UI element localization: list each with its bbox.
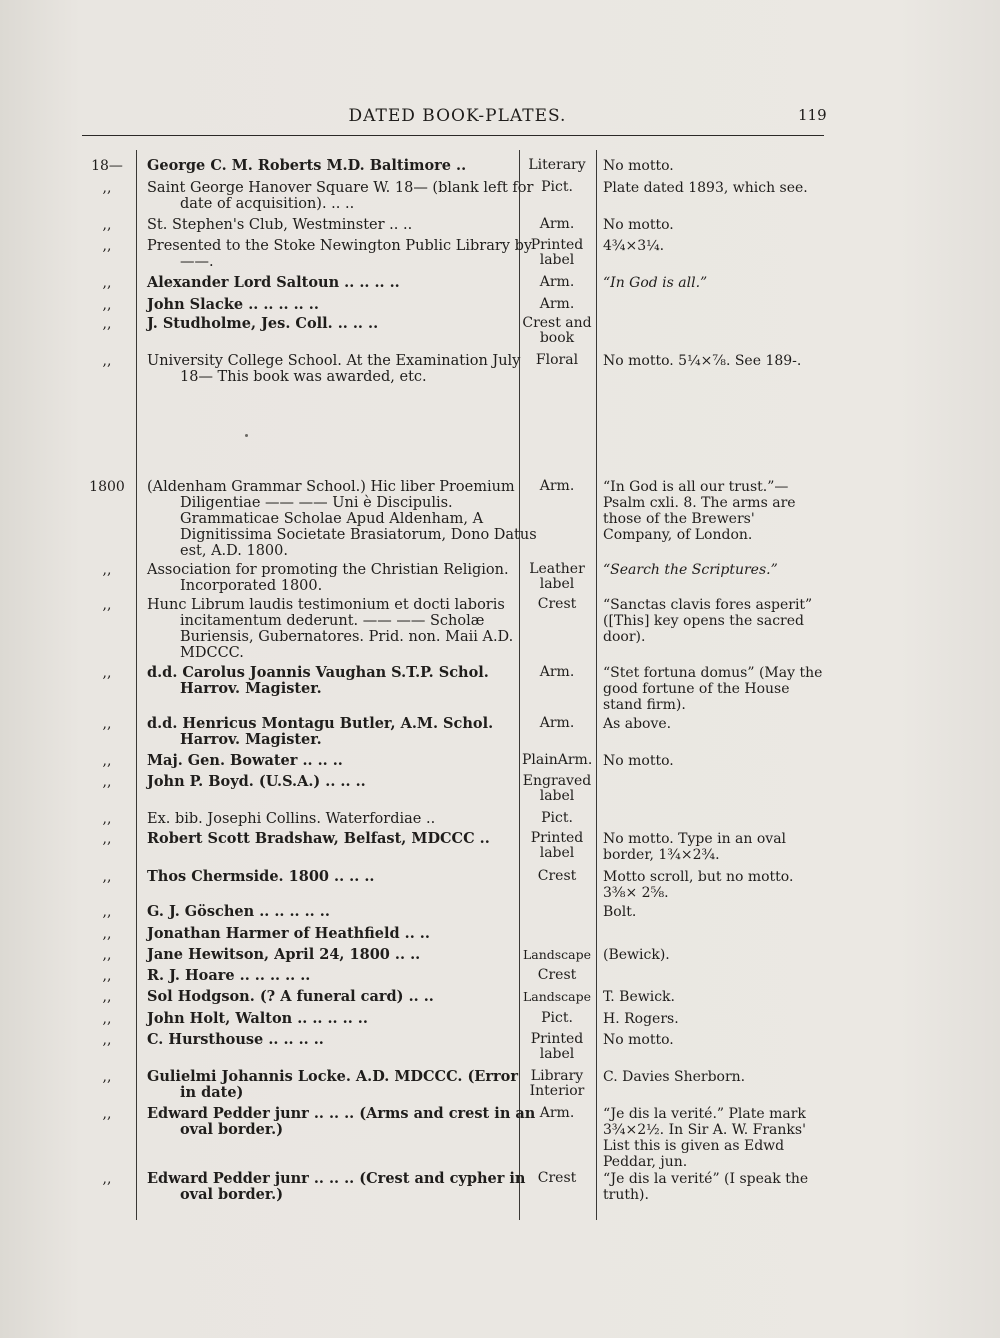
date-cell: ,, <box>102 217 112 233</box>
motto-cell: “Search the Scriptures.” <box>603 562 778 578</box>
owner-cell: d.d. Carolus Joannis Vaughan S.T.P. Schol. Harrov. Magister. <box>147 664 489 697</box>
owner-cell: St. Stephen's Club, Westminster .. .. <box>147 217 413 233</box>
date-cell: ,, <box>102 1171 112 1187</box>
date-cell: ,, <box>102 562 112 578</box>
motto-cell: Plate dated 1893, which see. <box>603 180 808 196</box>
owner-cell: J. Studholme, Jes. Coll. .. .. .. <box>147 315 379 332</box>
motto-cell: (Bewick). <box>603 947 670 963</box>
owner-cell: Saint George Hanover Square W. 18— (blank left for date of acquisition). .. .. <box>147 180 534 212</box>
type-cell: Landscape <box>522 947 592 962</box>
owner-cell: Gulielmi Johannis Locke. A.D. MDCCC. (Error in date) <box>147 1068 518 1101</box>
owner-cell: Robert Scott Bradshaw, Belfast, MDCCC .. <box>147 830 490 847</box>
owner-cell: Edward Pedder junr .. .. .. (Arms and crest in an oval border.) <box>147 1105 536 1138</box>
type-cell: Literary <box>528 157 586 173</box>
date-cell: ,, <box>102 947 112 963</box>
type-cell: Crest <box>537 967 577 983</box>
owner-cell: Presented to the Stoke Newington Public Library by——. <box>147 238 533 270</box>
date-cell: ,, <box>102 904 112 920</box>
type-cell: Arm. <box>539 715 575 731</box>
date-cell: ,, <box>102 1069 112 1085</box>
date-cell: ,, <box>102 1106 112 1122</box>
type-cell: Crest <box>537 1170 577 1186</box>
date-cell: 1800 <box>89 479 125 495</box>
owner-cell: John P. Boyd. (U.S.A.) .. .. .. <box>147 773 366 790</box>
motto-cell: As above. <box>603 716 672 732</box>
type-cell: Arm. <box>539 296 575 312</box>
motto-cell: No motto. <box>603 1032 674 1048</box>
motto-cell: No motto. 5¼×⅞. See 189-. <box>603 353 802 369</box>
owner-cell: R. J. Hoare .. .. .. .. .. <box>147 967 311 984</box>
date-cell: ,, <box>102 597 112 613</box>
motto-cell: No motto. Type in an oval border, 1¾×2¾. <box>603 831 787 863</box>
motto-cell: “Stet fortuna domus” (May the good fortune of the House stand firm). <box>603 665 823 713</box>
owner-cell: Alexander Lord Saltoun .. .. .. .. <box>147 274 400 291</box>
date-cell: ,, <box>102 869 112 885</box>
date-cell: ,, <box>102 297 112 313</box>
date-cell: ,, <box>102 753 112 769</box>
type-cell: Printed label <box>530 237 584 268</box>
type-cell: Engraved label <box>522 773 592 804</box>
date-cell: ,, <box>102 811 112 827</box>
date-cell: ,, <box>102 774 112 790</box>
type-cell: Crest <box>537 868 577 884</box>
owner-cell: George C. M. Roberts M.D. Baltimore .. <box>147 157 467 174</box>
owner-cell: Maj. Gen. Bowater .. .. .. <box>147 752 343 769</box>
date-cell: ,, <box>102 831 112 847</box>
motto-cell: “In God is all.” <box>603 275 708 291</box>
type-cell: Arm. <box>539 216 575 232</box>
date-cell: ,, <box>102 968 112 984</box>
owner-cell: G. J. Göschen .. .. .. .. .. <box>147 903 330 920</box>
date-cell: ,, <box>102 716 112 732</box>
date-cell: ,, <box>102 275 112 291</box>
motto-cell: Bolt. <box>603 904 637 920</box>
owner-cell: Hunc Librum laudis testimonium et docti laboris incitamentum dederunt. —— —— Scholæ Buriensis, Gubernatores. Prid. non. Maii A.D. MDCCC. <box>147 597 514 661</box>
type-cell: Pict. <box>541 810 573 826</box>
date-cell: ,, <box>102 180 112 196</box>
owner-cell: Ex. bib. Josephi Collins. Waterfordiae .. <box>147 811 436 827</box>
type-cell: Crest <box>537 596 577 612</box>
date-cell: ,, <box>102 1032 112 1048</box>
type-cell: Crest and book <box>522 315 592 346</box>
motto-cell: “Je dis la verité” (I speak the truth). <box>603 1171 809 1203</box>
motto-cell: Motto scroll, but no motto. 3⅜× 2⅝. <box>603 869 794 901</box>
type-cell: Library Interior <box>529 1068 585 1099</box>
owner-cell: Jane Hewitson, April 24, 1800 .. .. <box>147 946 421 963</box>
type-cell: Pict. <box>541 1010 573 1026</box>
page-number: 119 <box>798 106 827 124</box>
type-cell: Printed label <box>530 830 584 861</box>
type-cell: Arm. <box>539 274 575 290</box>
motto-cell: “Je dis la verité.” Plate mark 3¾×2½. In Sir A. W. Franks' List this is given as Edwd Peddar, jun. <box>603 1106 806 1170</box>
motto-cell: H. Rogers. <box>603 1011 679 1027</box>
motto-cell: C. Davies Sherborn. <box>603 1069 746 1085</box>
date-cell: ,, <box>102 316 112 332</box>
type-cell: Arm. <box>539 1105 575 1121</box>
running-title: DATED BOOK-PLATES. <box>348 106 567 126</box>
type-cell: Arm. <box>539 664 575 680</box>
owner-cell: Sol Hodgson. (? A funeral card) .. .. <box>147 988 434 1005</box>
owner-cell: (Aldenham Grammar School.) Hic liber Proemium Diligentiae —— —— Uni è Discipulis. Grammaticae Scholae Apud Aldenham, A Dignitissima Societate Brasiatorum, Dono Datus est, A.D. 1800. <box>147 479 537 559</box>
motto-cell: “Sanctas clavis fores asperit” ([This] key opens the sacred door). <box>603 597 813 645</box>
type-cell: Leather label <box>529 561 585 592</box>
owner-cell: John Holt, Walton .. .. .. .. .. <box>147 1010 368 1027</box>
date-cell: 18— <box>91 158 123 174</box>
owner-cell: Jonathan Harmer of Heathfield .. .. <box>147 925 430 942</box>
motto-cell: T. Bewick. <box>603 989 675 1005</box>
owner-cell: Edward Pedder junr .. .. .. (Crest and cypher in oval border.) <box>147 1170 526 1203</box>
owner-cell: University College School. At the Examination July 18— This book was awarded, etc. <box>147 353 521 385</box>
type-cell: Pict. <box>541 179 573 195</box>
type-cell: PlainArm. <box>522 752 593 768</box>
motto-cell: No motto. <box>603 158 674 174</box>
date-cell: ,, <box>102 665 112 681</box>
date-cell: ,, <box>102 238 112 254</box>
date-cell: ,, <box>102 353 112 369</box>
type-cell: Landscape <box>522 989 592 1004</box>
owner-cell: Thos Chermside. 1800 .. .. .. <box>147 868 375 885</box>
owner-cell: C. Hursthouse .. .. .. .. <box>147 1031 324 1048</box>
date-cell: ,, <box>102 1011 112 1027</box>
date-cell: ,, <box>102 926 112 942</box>
date-cell: ,, <box>102 989 112 1005</box>
motto-cell: “In God is all our trust.”—Psalm cxli. 8. The arms are those of the Brewers' Company, of London. <box>603 479 796 543</box>
motto-cell: 4¾×3¼. <box>603 238 665 254</box>
owner-cell: Association for promoting the Christian Religion. Incorporated 1800. <box>147 562 509 594</box>
motto-cell: No motto. <box>603 217 674 233</box>
owner-cell: d.d. Henricus Montagu Butler, A.M. Schol. Harrov. Magister. <box>147 715 494 748</box>
motto-cell: No motto. <box>603 753 674 769</box>
type-cell: Floral <box>535 352 579 368</box>
owner-cell: John Slacke .. .. .. .. .. <box>147 296 319 313</box>
type-cell: Arm. <box>539 478 575 494</box>
type-cell: Printed label <box>530 1031 584 1062</box>
